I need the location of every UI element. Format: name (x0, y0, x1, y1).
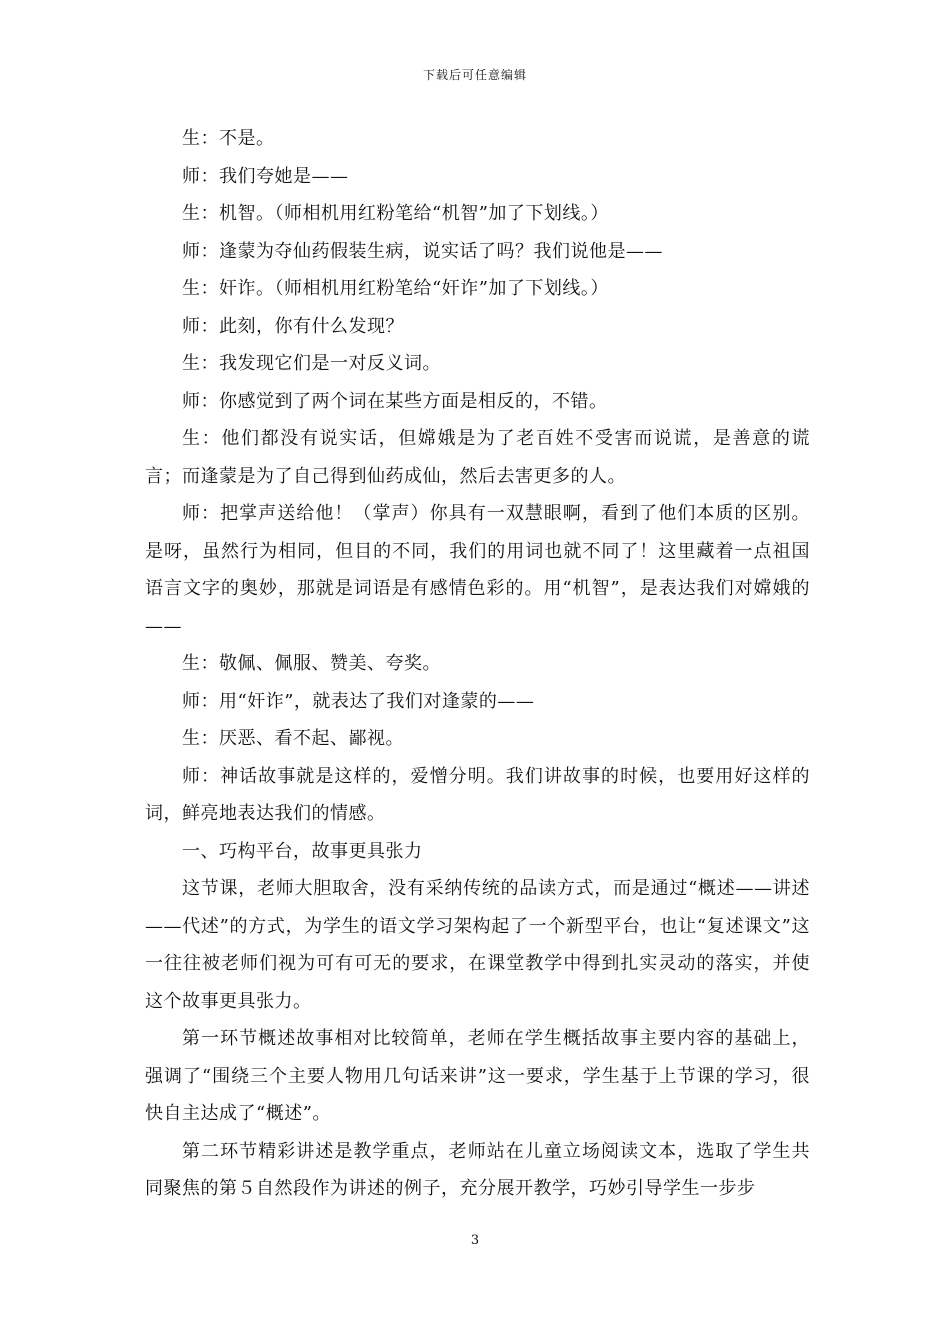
paragraph: 师：用“奸诈”，就表达了我们对逢蒙的—— (182, 690, 535, 712)
paragraph: 生：敬佩、佩服、赞美、夸奖。 (182, 653, 441, 674)
paragraph: 第二环节精彩讲述是教学重点，老师站在儿童立场阅读文本，选取了学生共同聚焦的第５自然段作为讲述的例子，充分展开教学，巧妙引导学生一步步 (145, 1140, 810, 1199)
paragraph: 生：奸诈。（师相机用红粉笔给“奸诈”加了下划线。） (182, 278, 609, 299)
paragraph: 师：神话故事就是这样的，爱憎分明。我们讲故事的时候，也要用好这样的词，鲜亮地表达我们的情感。 (145, 765, 810, 824)
paragraph: 这节课，老师大胆取舍，没有采纳传统的品读方式，而是通过“概述——讲述——代述”的方式，为学生的语文学习架构起了一个新型平台，也让“复述课文”这一往往被老师们视为可有可无的要求，在课堂教学中得到扎实灵动的落实，并使这个故事更具张力。 (145, 878, 810, 1012)
page-number: 3 (470, 1233, 480, 1248)
paragraph: 生：我发现它们是一对反义词。 (182, 353, 441, 374)
paragraph: 师：我们夸她是—— (182, 165, 349, 187)
paragraph: 生：不是。 (182, 128, 275, 149)
section-heading: 一、巧构平台，故事更具张力 (182, 840, 423, 862)
paragraph: 师：此刻，你有什么发现？ (182, 315, 404, 337)
paragraph: 师：把掌声送给他！（掌声）你具有一双慧眼啊，看到了他们本质的区别。是呀，虽然行为相同，但目的不同，我们的用词也就不同了！这里藏着一点祖国语言文字的奥妙，那就是词语是有感情色彩的。用“机智”，是表达我们对嫦娥的—— (145, 503, 810, 637)
paragraph: 生：他们都没有说实话，但嫦娥是为了老百姓不受害而说谎，是善意的谎言；而逢蒙是为了自己得到仙药成仙，然后去害更多的人。 (145, 428, 810, 487)
paragraph: 生：机智。（师相机用红粉笔给“机智”加了下划线。） (182, 203, 609, 224)
paragraph: 师：你感觉到了两个词在某些方面是相反的，不错。 (182, 390, 608, 412)
paragraph: 第一环节概述故事相对比较简单，老师在学生概括故事主要内容的基础上，强调了“围绕三个主要人物用几句话来讲”这一要求，学生基于上节课的学习，很快自主达成了“概述”。 (145, 1028, 810, 1124)
document-body (145, 120, 810, 1208)
page-header: 下载后可任意编辑 (422, 68, 527, 82)
paragraph: 生：厌恶、看不起、鄙视。 (182, 728, 404, 749)
paragraph: 师：逢蒙为夺仙药假装生病，说实话了吗？我们说他是—— (182, 240, 663, 262)
